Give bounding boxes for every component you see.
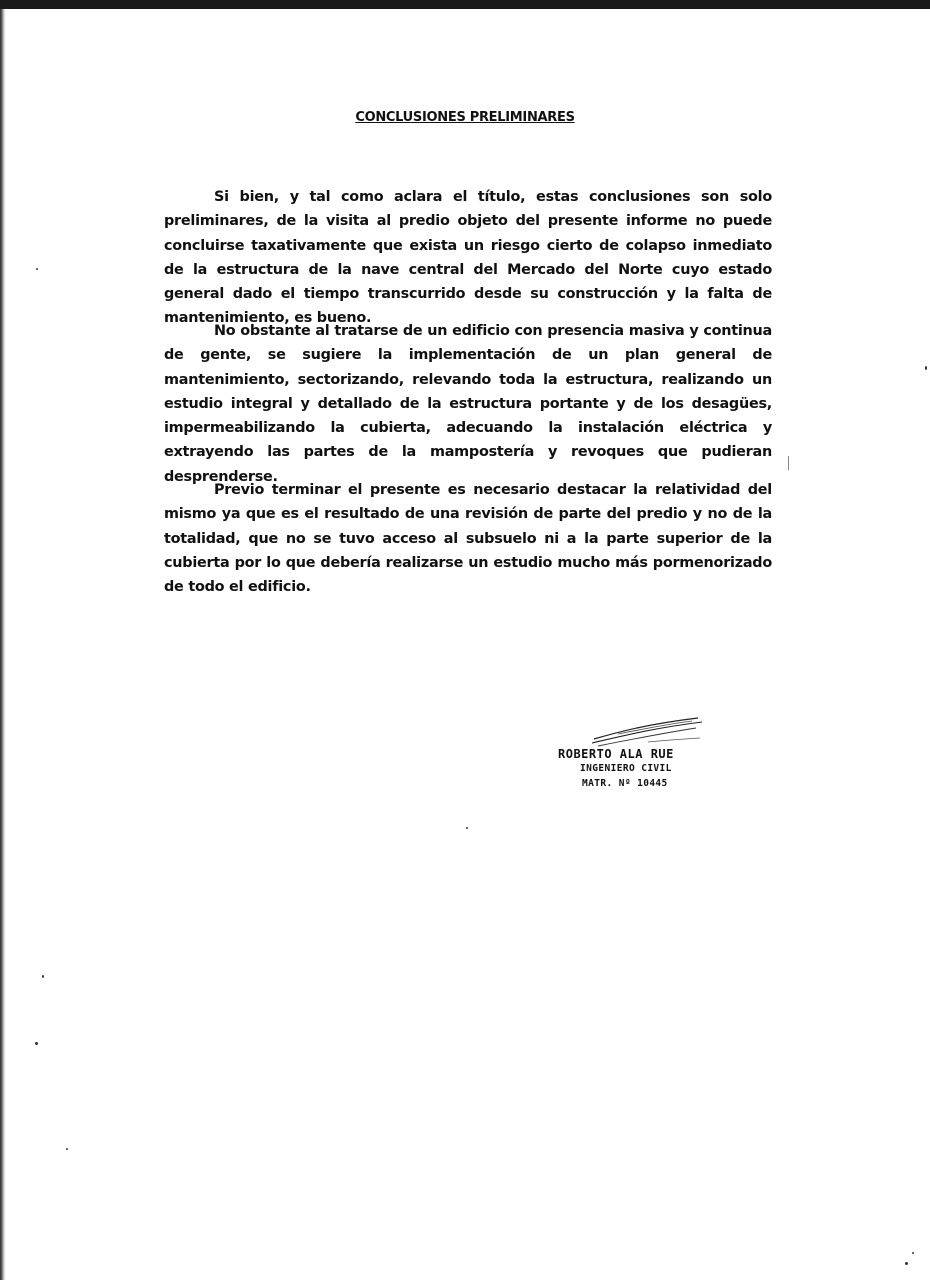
signature-block [556, 712, 726, 802]
signer-title: INGENIERO CIVIL [580, 763, 672, 774]
handwritten-signature [588, 712, 708, 748]
scan-top-edge [0, 0, 930, 9]
signer-name: ROBERTO ALA RUE [558, 747, 674, 761]
scan-speck [66, 1148, 68, 1150]
scan-left-edge [0, 9, 6, 1280]
scan-speck [912, 1252, 914, 1254]
scan-speck [466, 827, 468, 829]
scan-speck [36, 268, 38, 270]
scan-speck [35, 1042, 38, 1045]
paragraph-3: Previo terminar el presente es necesario destacar la relatividad del mismo ya que es el resultado de una revisión de parte del predio y no de la totalidad, que no se tuvo acceso al subsuelo ni a la parte superior de la cubierta por lo que debería realizarse un estudio mucho más pormenorizado de todo el edificio. [164, 482, 772, 596]
paragraph-2: No obstante al tratarse de un edificio con presencia masiva y continua de gente, se sugiere la implementación de un plan general de mantenimiento, sectorizando, relevando toda la estructura, realizando un estudio integral y detallado de la estructura portante y de los desagües, impermeabilizando la cubierta, adecuando la instalación eléctrica y extrayendo las partes de la mampostería y revoques que pudieran desprenderse. [164, 323, 772, 485]
scan-speck [42, 975, 44, 978]
document-title: CONCLUSIONES PRELIMINARES [355, 110, 575, 125]
scan-speck [925, 366, 927, 370]
signer-registration: MATR. Nº 10445 [582, 778, 668, 789]
paragraph-1: Si bien, y tal como aclara el título, estas conclusiones son solo preliminares, de la visita al predio objeto del presente informe no puede concluirse taxativamente que exista un riesgo cierto de colapso inmediato de la estructura de la nave central del Mercado del Norte cuyo estado general dado el tiempo transcurrido desde su construcción y la falta de mantenimiento, es bueno. [164, 189, 772, 327]
scan-speck [788, 456, 789, 470]
scan-speck [905, 1262, 908, 1265]
